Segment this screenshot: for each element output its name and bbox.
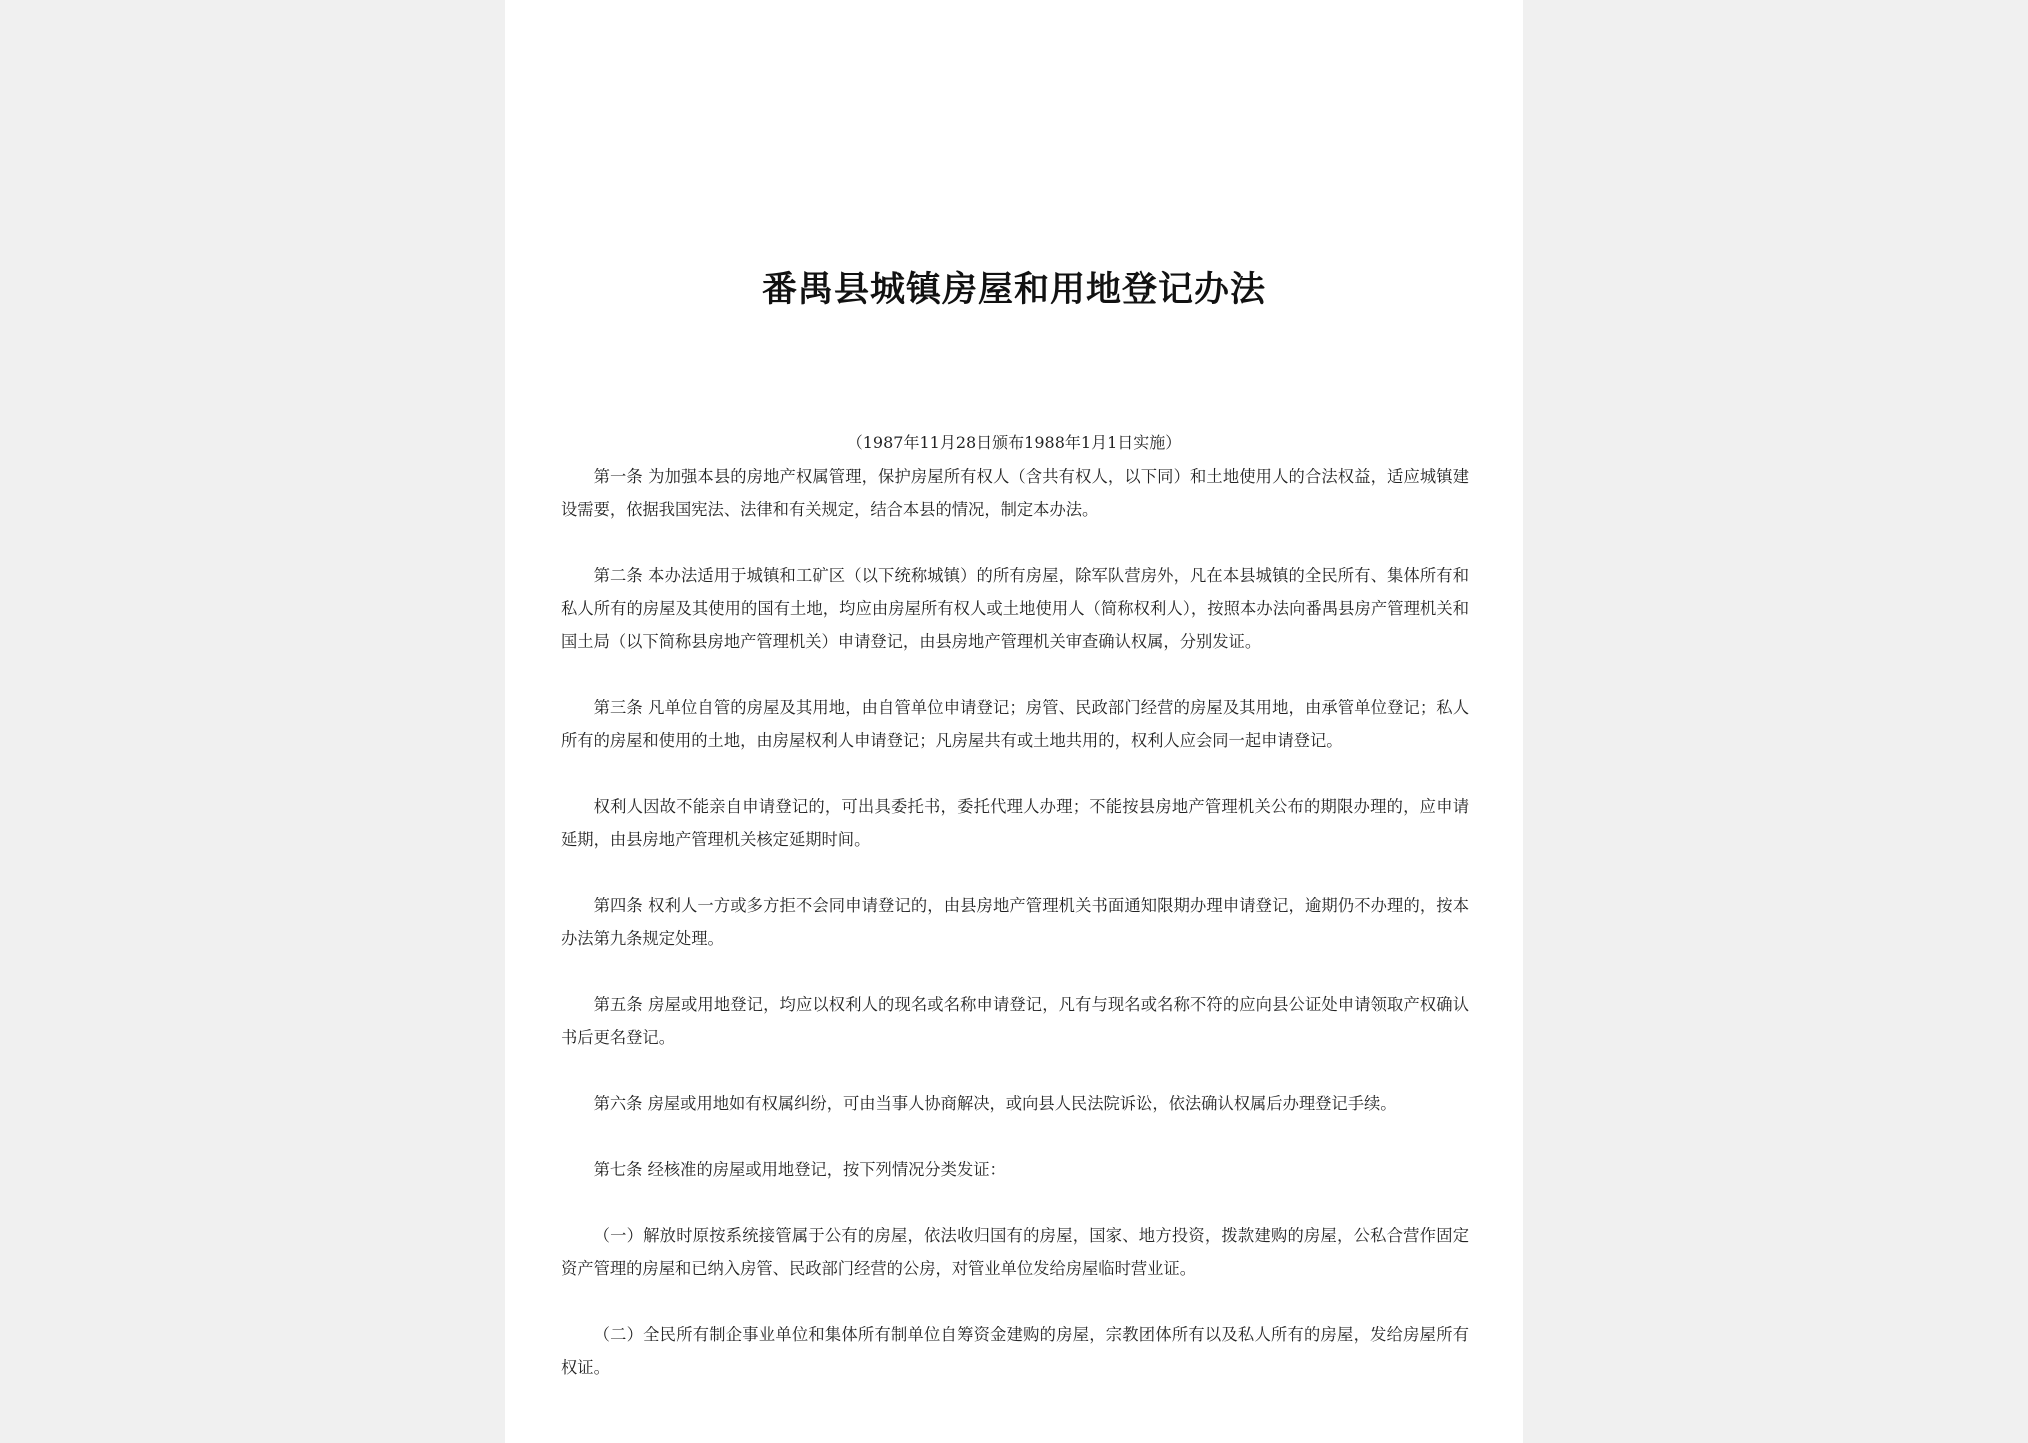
date-note: （1987年11月28日颁布1988年1月1日实施）: [846, 433, 1182, 452]
paragraph-article-3-delegation: 权利人因故不能亲自申请登记的，可出具委托书，委托代理人办理；不能按县房地产管理机关公布的期限办理的，应申请延期，由县房地产管理机关核定延期时间。: [561, 797, 1469, 849]
paragraph-article-7-item-1: （一）解放时原按系统接管属于公有的房屋，依法收归国有的房屋，国家、地方投资，拨款建购的房屋，公私合营作固定资产管理的房屋和已纳入房管、民政部门经营的公房，对管业单位发给房屋临时营业证。: [561, 1226, 1469, 1278]
paragraph-article-3: 第三条 凡单位自管的房屋及其用地，由自管单位申请登记；房管、民政部门经营的房屋及其用地，由承管单位登记；私人所有的房屋和使用的土地，由房屋权利人申请登记；凡房屋共有或土地共用的，权利人应会同一起申请登记。: [561, 698, 1469, 750]
document-page: [505, 0, 1523, 1443]
paragraph-article-7-item-2: （二）全民所有制企事业单位和集体所有制单位自筹资金建购的房屋，宗教团体所有以及私人所有的房屋，发给房屋所有权证。: [561, 1325, 1469, 1377]
paragraph-article-1: 第一条 为加强本县的房地产权属管理，保护房屋所有权人（含共有权人，以下同）和土地使用人的合法权益，适应城镇建设需要，依据我国宪法、法律和有关规定，结合本县的情况，制定本办法。: [561, 467, 1469, 519]
paragraph-article-7: 第七条 经核准的房屋或用地登记，按下列情况分类发证：: [593, 1160, 1006, 1179]
document-body: [561, 460, 1469, 1384]
document-title: 番禺县城镇房屋和用地登记办法: [761, 269, 1266, 310]
paragraph-article-4: 第四条 权利人一方或多方拒不会同申请登记的，由县房地产管理机关书面通知限期办理申请登记，逾期仍不办理的，按本办法第九条规定处理。: [561, 896, 1469, 948]
paragraph-article-6: 第六条 房屋或用地如有权属纠纷，可由当事人协商解决，或向县人民法院诉讼，依法确认权属后办理登记手续。: [593, 1094, 1397, 1113]
paragraph-article-5: 第五条 房屋或用地登记，均应以权利人的现名或名称申请登记，凡有与现名或名称不符的应向县公证处申请领取产权确认书后更名登记。: [561, 995, 1469, 1047]
paragraph-article-2: 第二条 本办法适用于城镇和工矿区（以下统称城镇）的所有房屋，除军队营房外，凡在本县城镇的全民所有、集体所有和私人所有的房屋及其使用的国有土地，均应由房屋所有权人或土地使用人（简称权利人），按照本办法向番禺县房产管理机关和国土局（以下简称县房地产管理机关）申请登记，由县房地产管理机关审查确认权属，分别发证。: [561, 566, 1469, 651]
